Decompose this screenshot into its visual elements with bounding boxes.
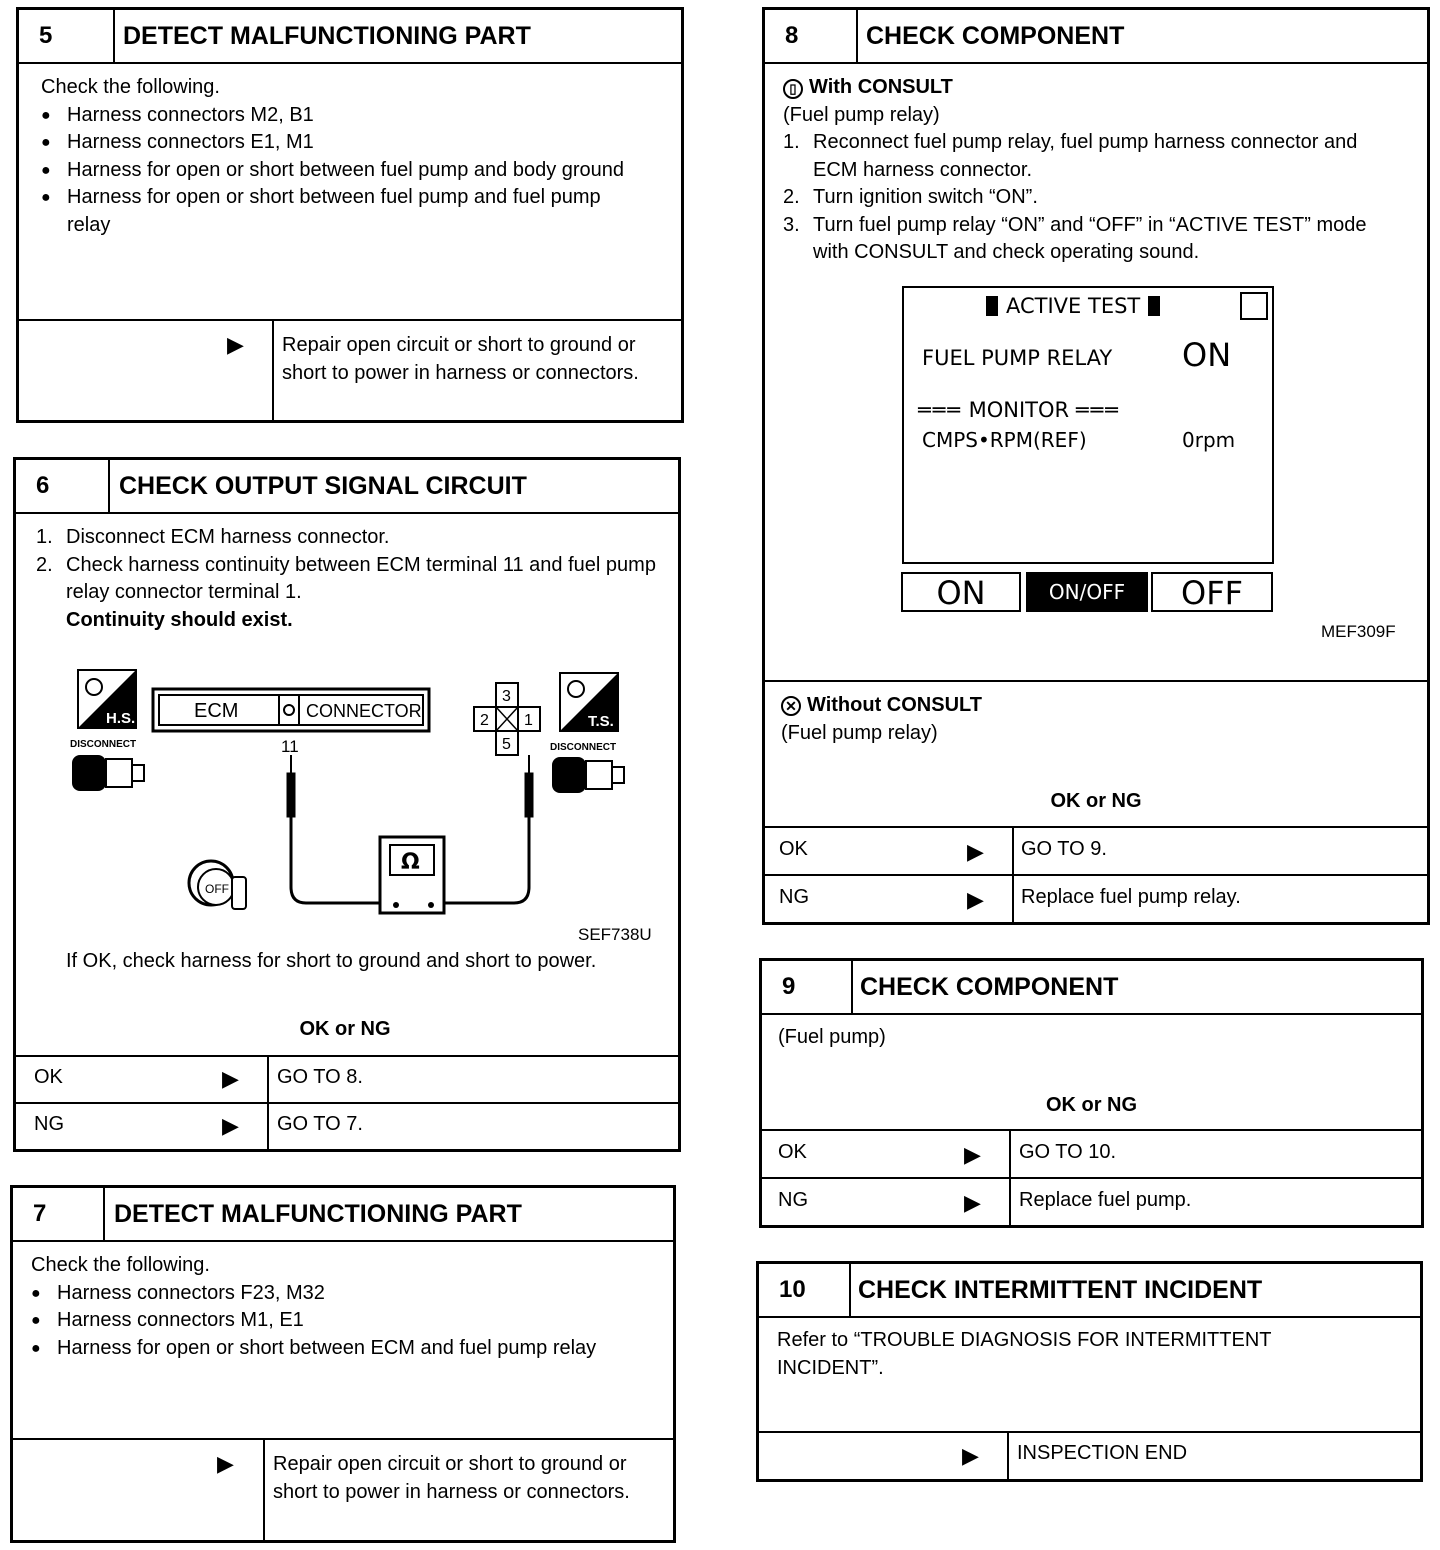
- ng-result: Replace fuel pump.: [1019, 1189, 1192, 1211]
- figure-code: MEF309F: [1321, 622, 1396, 641]
- divider: [13, 1438, 673, 1440]
- bold-note: Continuity should exist.: [66, 608, 293, 631]
- monitor-line: ═══ MONITOR ═══: [918, 398, 1120, 422]
- step-number: 5: [19, 10, 115, 62]
- ohm-symbol: Ω: [401, 850, 420, 875]
- relay-terminal: 2: [480, 712, 489, 729]
- arrow-icon: ▶: [962, 1443, 979, 1468]
- divider: [765, 874, 1427, 876]
- ok-result: GO TO 8.: [277, 1066, 363, 1088]
- test-item-value: ON: [1182, 336, 1232, 374]
- divider: [765, 826, 1427, 828]
- ng-result: Replace fuel pump relay.: [1021, 886, 1241, 908]
- result-text: Repair open circuit or short to ground or short to power in harness or connectors.: [273, 1453, 630, 1503]
- no-consult-icon: ✕: [781, 696, 801, 716]
- after-text: If OK, check harness for short to ground and short to power.: [66, 950, 597, 972]
- without-consult-line: ✕ Without CONSULT: [781, 692, 1381, 720]
- step-number: 7: [13, 1188, 105, 1240]
- divider: [762, 1177, 1421, 1179]
- step-item: 2. Turn ignition switch “ON”.: [783, 186, 1038, 208]
- disconnect-label: DISCONNECT: [550, 742, 617, 753]
- step-title: CHECK COMPONENT: [866, 22, 1125, 50]
- ecm-label: ECM: [194, 700, 239, 722]
- btn-off[interactable]: OFF: [1151, 572, 1273, 612]
- step-8-header: [765, 10, 1427, 64]
- check-item: ● Harness connectors E1, M1: [41, 129, 641, 157]
- ignition-key-off-icon: [189, 861, 246, 909]
- btn-on[interactable]: ON: [901, 572, 1021, 612]
- ts-disconnect-icon: [550, 673, 624, 793]
- ok-result: GO TO 9.: [1021, 838, 1107, 860]
- ok-or-ng-label: OK or NG: [299, 1018, 391, 1040]
- ok-or-ng-label: OK or NG: [1045, 1094, 1138, 1116]
- ok-label: OK: [779, 838, 808, 860]
- with-consult-sub: (Fuel pump relay): [783, 103, 940, 126]
- ng-label: NG: [779, 886, 809, 908]
- divider: [1012, 826, 1014, 922]
- relay-connector: [474, 683, 540, 755]
- ok-result: GO TO 10.: [1019, 1141, 1117, 1163]
- continuity-diagram: [56, 665, 676, 965]
- terminal-11-label: 11: [281, 737, 299, 756]
- test-item-label: FUEL PUMP RELAY: [922, 346, 1113, 370]
- ng-label: NG: [778, 1189, 808, 1211]
- divider: [1009, 1129, 1011, 1225]
- divider: [759, 1431, 1420, 1433]
- ok-label: OK: [34, 1066, 63, 1088]
- divider: [267, 1055, 269, 1149]
- divider: [762, 1129, 1421, 1131]
- step-title: DETECT MALFUNCTIONING PART: [114, 1200, 522, 1228]
- without-consult-block: [781, 692, 1381, 747]
- ng-result: GO TO 7.: [277, 1113, 363, 1135]
- divider: [765, 680, 1427, 682]
- step-sub: (Fuel pump): [778, 1026, 886, 1048]
- arrow-icon: ▶: [222, 1066, 239, 1091]
- arrow-icon: ▶: [964, 1142, 981, 1167]
- step-8-box: [762, 7, 1430, 925]
- step-title: DETECT MALFUNCTIONING PART: [123, 22, 531, 50]
- result-text: Repair open circuit or short to ground or short to power in harness or connectors.: [282, 334, 639, 384]
- ohmmeter-icon: [380, 837, 444, 913]
- btn-on-off[interactable]: ON/OFF: [1026, 572, 1148, 612]
- ecm-connector: [153, 689, 429, 756]
- check-item: ● Harness connectors F23, M32: [31, 1280, 631, 1308]
- divider: [272, 319, 274, 420]
- check-item: ● Harness for open or short between fuel pump and body ground: [41, 157, 641, 185]
- result-text: INSPECTION END: [1017, 1442, 1188, 1464]
- ts-label: T.S.: [588, 713, 614, 730]
- step-number: 8: [765, 10, 858, 62]
- step-text: Refer to “TROUBLE DIAGNOSIS FOR INTERMITTENT INCIDENT”.: [777, 1329, 1272, 1379]
- step-9-box: [759, 958, 1424, 1228]
- ok-or-ng-label: OK or NG: [1050, 790, 1142, 812]
- check-item: ● Harness connectors M2, B1: [41, 102, 641, 130]
- hs-disconnect-icon: [70, 670, 144, 791]
- active-test-title: ACTIVE TEST: [986, 294, 1160, 318]
- arrow-icon: ▶: [222, 1113, 239, 1138]
- monitor-item: CMPS•RPM(REF): [922, 428, 1087, 452]
- step-6-header: [16, 460, 678, 514]
- off-label: OFF: [205, 882, 229, 896]
- step-item: 1. Reconnect fuel pump relay, fuel pump harness connector and ECM harness connector.: [783, 131, 1358, 181]
- step-10-header: [759, 1264, 1420, 1318]
- check-item: ● Harness for open or short between fuel pump and fuel pump relay: [41, 184, 641, 239]
- divider: [19, 319, 681, 321]
- step-body: [41, 74, 641, 239]
- check-item: ● Harness for open or short between ECM and fuel pump relay: [31, 1335, 631, 1363]
- arrow-icon: ▶: [967, 887, 984, 912]
- arrow-icon: ▶: [964, 1190, 981, 1215]
- monitor-value: 0rpm: [1182, 428, 1236, 452]
- step-5-box: [16, 7, 684, 423]
- relay-terminal: 3: [502, 688, 511, 705]
- step-number: 6: [16, 460, 110, 512]
- arrow-icon: ▶: [967, 839, 984, 864]
- step-title: CHECK OUTPUT SIGNAL CIRCUIT: [119, 472, 527, 500]
- step-body: [31, 1252, 631, 1362]
- step-7-header: [13, 1188, 673, 1242]
- step-item: 3. Turn fuel pump relay “ON” and “OFF” in “ACTIVE TEST” mode with CONSULT and check operating sound.: [783, 213, 1367, 263]
- divider: [16, 1055, 678, 1057]
- step-item: 1. Disconnect ECM harness connector.: [36, 526, 390, 548]
- ng-label: NG: [34, 1113, 64, 1135]
- step-9-header: [762, 961, 1421, 1015]
- step-number: 10: [759, 1264, 851, 1316]
- step-number: 9: [762, 961, 853, 1013]
- step-6-box: [13, 457, 681, 1152]
- intro-text: Check the following.: [41, 76, 220, 98]
- step-7-box: [10, 1185, 676, 1543]
- relay-terminal: 1: [524, 712, 533, 729]
- intro-text: Check the following.: [31, 1254, 210, 1276]
- consult-icon: ▯: [783, 79, 803, 99]
- step-title: CHECK COMPONENT: [860, 973, 1119, 1001]
- step-body: [36, 524, 656, 634]
- with-consult-line: ▯ With CONSULT: [783, 74, 1403, 102]
- arrow-icon: ▶: [227, 332, 244, 357]
- divider: [263, 1438, 265, 1540]
- relay-terminal: 5: [502, 736, 511, 753]
- hs-label: H.S.: [106, 710, 136, 727]
- divider: [1007, 1431, 1009, 1479]
- step-5-header: [19, 10, 681, 64]
- arrow-icon: ▶: [217, 1451, 234, 1476]
- check-item: ● Harness connectors M1, E1: [31, 1307, 631, 1335]
- divider: [16, 1102, 678, 1104]
- consult-screen: [902, 286, 1274, 564]
- disconnect-label: DISCONNECT: [70, 739, 137, 750]
- screen-checkbox[interactable]: [1240, 292, 1268, 320]
- connector-label: CONNECTOR: [306, 701, 422, 721]
- step-item: 2. Check harness continuity between ECM terminal 11 and fuel pump relay connector terminal 1.: [36, 553, 656, 603]
- step-title: CHECK INTERMITTENT INCIDENT: [858, 1276, 1263, 1304]
- step-body: [783, 74, 1403, 267]
- without-consult-sub: (Fuel pump relay): [781, 721, 938, 744]
- step-10-box: [756, 1261, 1423, 1482]
- figure-code: SEF738U: [578, 925, 652, 944]
- ok-label: OK: [778, 1141, 807, 1163]
